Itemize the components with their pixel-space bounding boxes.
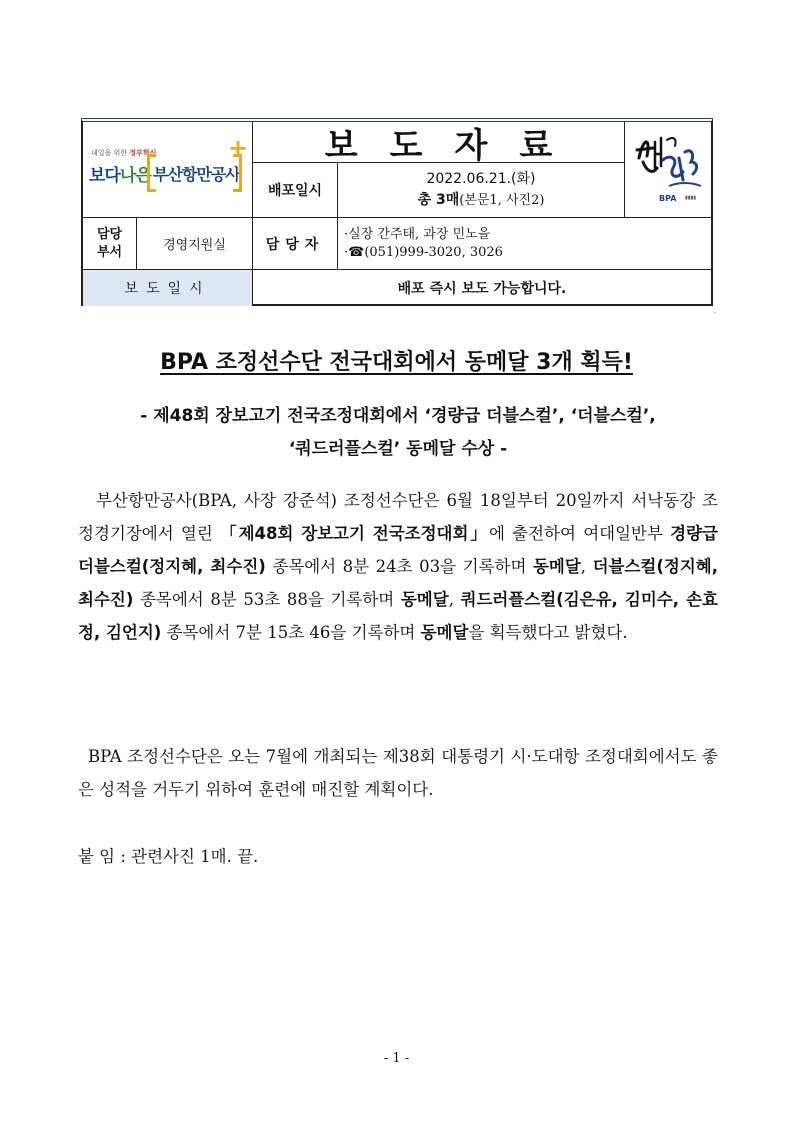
logo-slogan-big: 보다나은 [89, 166, 151, 186]
logo-org-name: 부산항만공사 [153, 165, 240, 184]
dept-value: 경영지원실 [163, 238, 226, 253]
charge-line-2: ·☎(051)999-3020, 3026 [344, 245, 503, 260]
subhead-line-1: - 제48회 장보고기 전국조정대회에서 ‘경량급 더블스컬’, ‘더블스컬’, [140, 406, 656, 426]
release-label-cell [83, 270, 253, 306]
release-value: 배포 즉시 보도 가능합니다. [397, 281, 567, 297]
dist-label: 배포일시 [267, 183, 323, 199]
dept-label-2: 부서 [96, 244, 123, 260]
charge-label-cell [253, 218, 338, 270]
page-title: 보도자료 [324, 125, 585, 166]
bpa-sub-mark: ▮▮▮▮ [685, 195, 697, 201]
body-paragraph-2: BPA 조정선수단은 오는 7월에 개최되는 제38회 대통령기 시·도대항 조정대회에서도 좋은 성적을 거두기 위하여 훈련에 매진할 계획이다. [78, 747, 718, 799]
dept-value-cell [137, 218, 253, 270]
logo-slogan-small: 내일을 위한 정부혁신 [91, 149, 157, 157]
headline: BPA 조정선수단 전국대회에서 동메달 3개 획득! [160, 350, 633, 375]
subhead-line-2: ‘쿼드러플스컬’ 동메달 수상 - [288, 439, 508, 459]
org-logo [83, 122, 253, 218]
dist-date: 2022.06.21.(화) [426, 171, 536, 187]
charge-value-cell [338, 218, 711, 270]
dept-label-cell [83, 218, 137, 270]
dist-value-cell [338, 163, 625, 218]
press-header-table [81, 118, 713, 306]
bpa-brand-mark: BPA [659, 194, 677, 203]
release-value-cell [253, 270, 711, 306]
title-cell [253, 122, 625, 166]
charge-label: 담당자 [265, 236, 325, 253]
slogan-logo [625, 122, 711, 218]
attachment-note: 붙 임 : 관련사진 1매. 끝. [78, 847, 259, 866]
corner-mark: - [714, 309, 717, 316]
dist-label-cell [253, 163, 338, 218]
release-label: 보도일시 [124, 281, 211, 297]
busan-slogan-icon [633, 128, 705, 194]
subheadline [74, 400, 722, 466]
dist-count: 총 3매(본문1, 사진2) [417, 192, 545, 208]
dept-label-1: 담당 [96, 226, 123, 242]
body-paragraph-1: 부산항만공사(BPA, 사장 강준석) 조정선수단은 6월 18일부터 20일까지 서낙동강 조정경기장에서 열린 「제48회 장보고기 전국조정대회」에 출전하여 여대일반부 경량급 더블스컬(정지혜, 최수진) 종목에서 8분 24초 03을 기록하며 동메달, 더블스컬(정지혜, 최수진) 종목에서 8분 53초 88을 기록하며 동메달, 쿼드러플스컬(김은유, 김미수, 손효정, 김언지) 종목에서 7분 15초 46을 기록하며 동메달을 획득했다고 밝혔다. [78, 491, 718, 642]
charge-line-1: ·실장 간주태, 과장 민노을 [344, 227, 491, 242]
plus-icon: + [228, 134, 249, 162]
page-number: - 1 - [383, 1051, 410, 1066]
